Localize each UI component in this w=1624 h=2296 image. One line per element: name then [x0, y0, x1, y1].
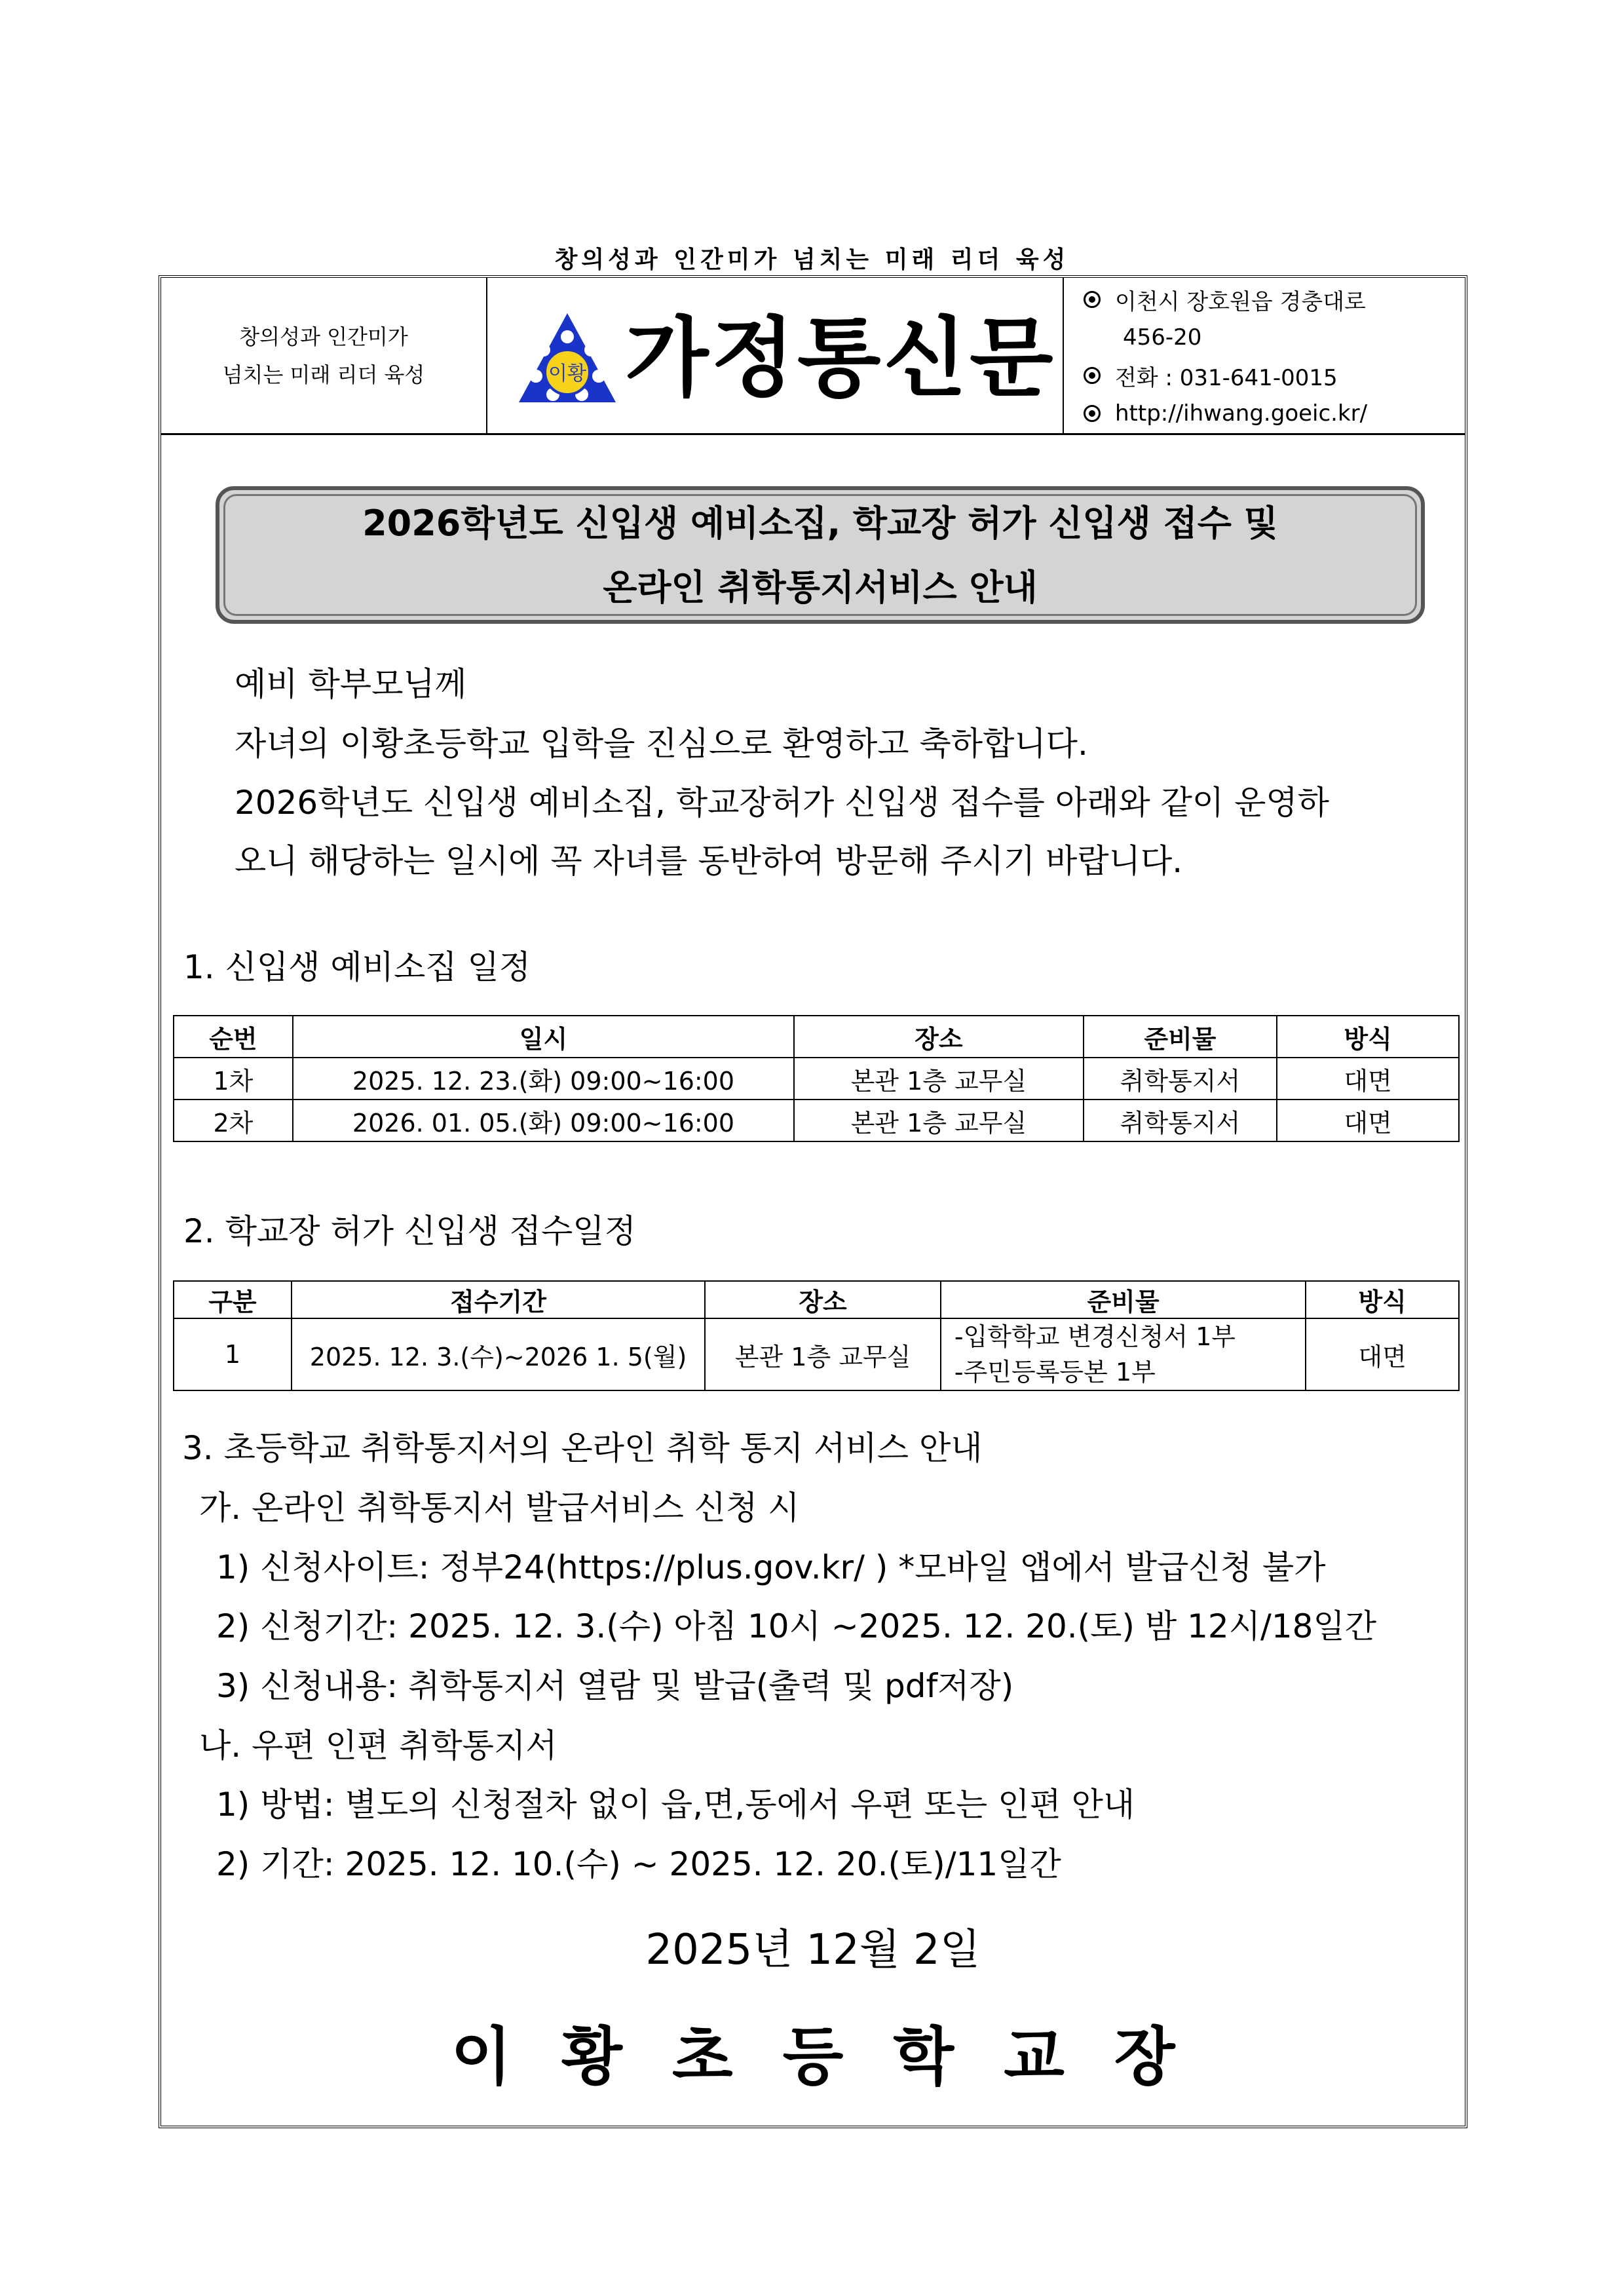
banner-title-line1: 2026학년도 신입생 예비소집, 학교장 허가 신입생 접수 및 — [362, 503, 1278, 544]
document-item: -주민등록등본 1부 — [954, 1358, 1156, 1387]
mail-item-method: 1) 방법: 별도의 신청절차 없이 읍,면,동에서 우편 또는 인편 안내 — [216, 1786, 1135, 1824]
column-header: 장소 — [794, 1016, 1083, 1058]
header-motto-line1: 창의성과 인간미가 — [239, 324, 408, 349]
mail-item-period: 2) 기간: 2025. 12. 10.(수) ~ 2025. 12. 20.(토)/11일간 — [216, 1845, 1061, 1883]
phone-row — [1063, 356, 1465, 394]
table-cell: 2026. 01. 05.(화) 09:00~16:00 — [293, 1100, 794, 1141]
logo-text: 이황 — [548, 362, 586, 385]
column-header: 방식 — [1277, 1016, 1459, 1058]
top-motto: 창의성과 인간미가 넘치는 미래 리더 육성 — [554, 246, 1070, 273]
salutation: 예비 학부모님께 — [235, 665, 466, 703]
column-header: 준비물 — [941, 1281, 1306, 1318]
bullet-icon — [1084, 367, 1101, 384]
table-cell: 본관 1층 교무실 — [794, 1058, 1083, 1100]
address-row — [1063, 280, 1465, 318]
required-documents-cell — [941, 1318, 1306, 1390]
table-cell: 대면 — [1277, 1100, 1459, 1141]
bullet-icon — [1084, 291, 1101, 308]
header-motto-line2: 넘치는 미래 리더 육성 — [222, 362, 425, 387]
table-cell: 취학통지서 — [1084, 1100, 1277, 1141]
signature-char: 이 — [451, 2019, 512, 2094]
school-contact — [1063, 278, 1465, 433]
signature-char: 학 — [893, 2019, 954, 2094]
table-cell: 1차 — [174, 1058, 293, 1100]
signature-char: 황 — [561, 2019, 622, 2094]
subsection-a-heading: 가. 온라인 취학통지서 발급서비스 신청 시 — [199, 1489, 800, 1527]
greeting-line3: 오니 해당하는 일시에 꼭 자녀를 동반하여 방문해 주시기 바랍니다. — [235, 842, 1183, 880]
document-item: -입학학교 변경신청서 1부 — [954, 1322, 1236, 1351]
table-cell: 본관 1층 교무실 — [794, 1100, 1083, 1141]
notice-title-banner — [216, 486, 1425, 624]
signature-char: 교 — [1004, 2019, 1065, 2094]
table-cell: 1 — [174, 1318, 292, 1390]
table-cell: 취학통지서 — [1084, 1058, 1277, 1100]
column-header: 구분 — [174, 1281, 292, 1318]
section2-heading: 2. 학교장 허가 신입생 접수일정 — [183, 1212, 636, 1250]
header-title-block — [486, 278, 1064, 433]
table-row — [174, 1100, 1459, 1141]
website-link[interactable]: http://ihwang.goeic.kr/ — [1115, 400, 1368, 427]
newsletter-frame — [159, 275, 1467, 2128]
column-header: 장소 — [705, 1281, 941, 1318]
address-line2: 456-20 — [1123, 324, 1202, 351]
greeting-line2: 2026학년도 신입생 예비소집, 학교장허가 신입생 접수를 아래와 같이 운영하 — [235, 784, 1329, 822]
table-row — [174, 1318, 1459, 1390]
newsletter-title: 가정통신문 — [625, 307, 1056, 409]
phone-number: 전화 : 031-641-0015 — [1115, 364, 1338, 391]
orientation-schedule-table — [173, 1015, 1460, 1142]
subsection-b-heading: 나. 우편 인편 취학통지서 — [199, 1727, 557, 1765]
address-row-2 — [1063, 318, 1465, 356]
online-item-content: 3) 신청내용: 취학통지서 열람 및 발급(출력 및 pdf저장) — [216, 1667, 1014, 1705]
table-cell: 본관 1층 교무실 — [705, 1318, 941, 1390]
online-item-site: 1) 신청사이트: 정부24(https://plus.gov.kr/ ) *모바일 앱에서 발급신청 불가 — [216, 1548, 1326, 1586]
online-item-period: 2) 신청기간: 2025. 12. 3.(수) 아침 10시 ~2025. 12. 20.(토) 밤 12시/18일간 — [216, 1607, 1377, 1645]
table-row — [174, 1058, 1459, 1100]
column-header: 방식 — [1306, 1281, 1459, 1318]
table-header-row — [174, 1281, 1459, 1318]
principal-signature — [161, 2021, 1465, 2093]
section1-heading: 1. 신입생 예비소집 일정 — [183, 948, 531, 986]
column-header: 접수기간 — [292, 1281, 705, 1318]
column-header: 준비물 — [1084, 1016, 1277, 1058]
banner-title-line2: 온라인 취학통지서비스 안내 — [603, 567, 1038, 608]
table-header-row — [174, 1016, 1459, 1058]
table-cell: 2차 — [174, 1100, 293, 1141]
school-logo — [516, 311, 618, 409]
signature-char: 장 — [1114, 2019, 1175, 2094]
header-motto — [161, 278, 487, 433]
issue-date: 2025년 12월 2일 — [645, 1926, 981, 1974]
section3-heading: 3. 초등학교 취학통지서의 온라인 취학 통지 서비스 안내 — [182, 1429, 983, 1467]
greeting-line1: 자녀의 이황초등학교 입학을 진심으로 환영하고 축하합니다. — [235, 725, 1088, 763]
address-line1: 이천시 장호원읍 경충대로 — [1115, 288, 1366, 315]
table-cell: 대면 — [1277, 1058, 1459, 1100]
column-header: 일시 — [293, 1016, 794, 1058]
website-row — [1063, 394, 1465, 432]
signature-char: 초 — [671, 2019, 733, 2094]
bullet-icon — [1084, 405, 1101, 422]
table-cell: 대면 — [1306, 1318, 1459, 1390]
signature-char: 등 — [782, 2019, 844, 2094]
column-header: 순번 — [174, 1016, 293, 1058]
admission-schedule-table — [173, 1280, 1460, 1391]
table-cell: 2025. 12. 3.(수)~2026 1. 5(월) — [292, 1318, 705, 1390]
newsletter-header — [161, 278, 1465, 435]
table-cell: 2025. 12. 23.(화) 09:00~16:00 — [293, 1058, 794, 1100]
